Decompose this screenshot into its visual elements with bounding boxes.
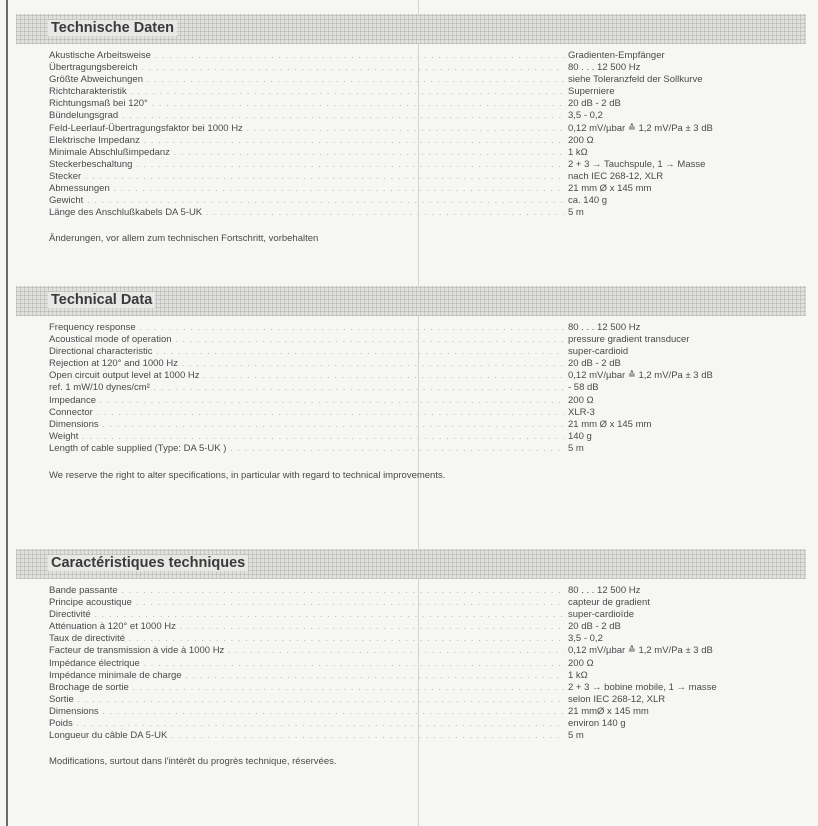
spec-value: 21 mm Ø x 145 mm (568, 418, 652, 430)
spec-value: 5 m (568, 207, 584, 219)
spec-row (16, 62, 816, 74)
spec-label: Directivité . . . (16, 609, 564, 621)
spec-row (16, 718, 816, 730)
spec-label: Bande passante . . . (16, 585, 564, 597)
spec-label: Sortie . . . (16, 694, 564, 706)
section-header-bar (16, 549, 806, 579)
section-title: Technische Daten (48, 20, 177, 36)
spec-value: ca. 140 g (568, 195, 608, 207)
spec-value: capteur de gradient (568, 597, 650, 609)
spec-value: 2 + 3 → Tauchspule, 1 → Masse (568, 158, 706, 170)
spec-row (16, 621, 816, 633)
spec-value: 3,5 - 0,2 (568, 633, 603, 645)
spec-label: Weight . . . (16, 431, 564, 443)
section-note: We reserve the right to alter specifications, in particular with regard to technical improvements. (49, 470, 446, 482)
spec-row (16, 682, 816, 694)
spec-value: 140 g (568, 430, 592, 442)
section-note: Modifications, surtout dans l'intérêt du progrès technique, réservées. (49, 756, 337, 768)
spec-row (16, 74, 816, 86)
spec-row (16, 395, 816, 407)
spec-row (16, 645, 816, 657)
spec-label: Taux de directivité . . . (16, 633, 564, 645)
spec-label: Open circuit output level at 1000 Hz . . . (16, 370, 564, 382)
section-technische-daten (16, 14, 816, 244)
spec-row (16, 382, 816, 394)
spec-value: 5 m (568, 442, 584, 454)
spec-value: 20 dB - 2 dB (568, 98, 621, 110)
spec-value: 21 mm Ø x 145 mm (568, 183, 652, 195)
spec-label: Dimensions . . . (16, 419, 564, 431)
spec-label: Frequency response . . . (16, 322, 564, 334)
spec-value: 1 kΩ (568, 669, 588, 681)
spec-label: ref. 1 mW/10 dynes/cm² . . . (16, 382, 564, 394)
spec-row (16, 159, 816, 171)
spec-value: Superniere (568, 86, 615, 98)
spec-row (16, 658, 816, 670)
spec-row (16, 694, 816, 706)
section-header-bar (16, 286, 806, 316)
spec-label: Übertragungsbereich . . . (16, 62, 564, 74)
spec-value: 0,12 mV/µbar ≙ 1,2 mV/Pa ± 3 dB (568, 122, 713, 134)
spec-value: Gradienten-Empfänger (568, 50, 665, 61)
spec-label: Longueur du câble DA 5-UK . . . (16, 730, 564, 742)
spec-value: 3,5 - 0,2 (568, 110, 603, 122)
section-note: Änderungen, vor allem zum technischen Fortschritt, vorbehalten (49, 233, 319, 245)
spec-row (16, 358, 816, 370)
spec-label: Rejection at 120° and 1000 Hz . . . (16, 358, 564, 370)
spec-row (16, 730, 816, 742)
spec-value: selon IEC 268-12, XLR (568, 693, 666, 705)
spec-label: Principe acoustique . . . (16, 597, 564, 609)
spec-label: Atténuation à 120° et 1000 Hz . . . (16, 621, 564, 633)
spec-value: 21 mmØ x 145 mm (568, 705, 649, 717)
spec-value: 2 + 3 → bobine mobile, 1 → masse (568, 681, 717, 693)
spec-value: nach IEC 268-12, XLR (568, 170, 664, 182)
spec-row (16, 123, 816, 135)
spec-row (16, 50, 816, 62)
spec-row (16, 407, 816, 419)
spec-label: Richtungsmaß bei 120° . . . (16, 98, 564, 110)
spec-value: 20 dB - 2 dB (568, 621, 621, 633)
spec-label: Steckerbeschaltung . . . (16, 159, 564, 171)
spec-value: super-cardioid (568, 346, 629, 358)
spec-value: super-cardioïde (568, 609, 635, 621)
spec-value: siehe Toleranzfeld der Sollkurve (568, 74, 703, 86)
spec-label: Gewicht . . . (16, 195, 564, 207)
spec-row (16, 322, 816, 334)
spec-row (16, 98, 816, 110)
spec-row (16, 706, 816, 718)
spec-row (16, 207, 816, 219)
spec-row (16, 585, 816, 597)
spec-row (16, 370, 816, 382)
spec-value: XLR-3 (568, 406, 595, 418)
spec-label: Elektrische Impedanz . . . (16, 135, 564, 147)
spec-label: Brochage de sortie . . . (16, 682, 564, 694)
spec-value: pressure gradient transducer (568, 334, 690, 346)
spec-label: Poids . . . (16, 718, 564, 730)
spec-label: Minimale Abschlußimpedanz . . . (16, 147, 564, 159)
spec-row (16, 135, 816, 147)
spec-row (16, 597, 816, 609)
spec-value: 80 . . . 12 500 Hz (568, 62, 641, 74)
spec-row (16, 171, 816, 183)
spec-value: 0,12 mV/µbar ≙ 1,2 mV/Pa ± 3 dB (568, 645, 713, 657)
spec-row (16, 443, 816, 455)
spec-value: 80 . . . 12 500 Hz (568, 322, 641, 333)
spec-value: 200 Ω (568, 394, 594, 406)
spec-label: Acoustical mode of operation . . . (16, 334, 564, 346)
spec-row (16, 670, 816, 682)
spec-value: - 58 dB (568, 382, 599, 394)
spec-row (16, 195, 816, 207)
spec-label: Länge des Anschlußkabels DA 5-UK . . . (16, 207, 564, 219)
spec-label: Größte Abweichungen . . . (16, 74, 564, 86)
section-title: Technical Data (48, 292, 155, 308)
spec-value: 200 Ω (568, 134, 594, 146)
spec-row (16, 633, 816, 645)
spec-value: 0,12 mV/µbar ≙ 1,2 mV/Pa ± 3 dB (568, 370, 713, 382)
spec-label: Connector . . . (16, 407, 564, 419)
spec-row (16, 334, 816, 346)
spec-row (16, 346, 816, 358)
section-caracteristiques-techniques (16, 549, 816, 767)
spec-row (16, 147, 816, 159)
spec-value: 20 dB - 2 dB (568, 358, 621, 370)
spec-label: Bündelungsgrad . . . (16, 110, 564, 122)
spec-value: 200 Ω (568, 657, 594, 669)
spec-label: Impédance électrique . . . (16, 658, 564, 670)
spec-label: Impédance minimale de charge . . . (16, 670, 564, 682)
spec-label: Directional characteristic . . . (16, 346, 564, 358)
spec-row (16, 86, 816, 98)
spec-value: 80 . . . 12 500 Hz (568, 585, 641, 596)
spec-label: Feld-Leerlauf-Übertragungsfaktor bei 1000 Hz . . . (16, 123, 564, 135)
spec-table (16, 585, 816, 742)
section-title: Caractéristiques techniques (48, 555, 248, 571)
spec-row (16, 110, 816, 122)
spec-label: Facteur de transmission à vide à 1000 Hz . . . (16, 645, 564, 657)
spec-label: Richtcharakteristik . . . (16, 86, 564, 98)
spec-label: Akustische Arbeitsweise . . . (16, 50, 564, 62)
spec-value: 5 m (568, 730, 584, 742)
section-header-bar (16, 14, 806, 44)
spec-table (16, 50, 816, 219)
spec-table (16, 322, 816, 455)
spec-row (16, 183, 816, 195)
spec-row (16, 431, 816, 443)
spec-label: Impedance . . . (16, 395, 564, 407)
section-technical-data (16, 286, 816, 481)
spec-value: environ 140 g (568, 718, 626, 730)
spec-label: Abmessungen . . . (16, 183, 564, 195)
spec-value: 1 kΩ (568, 146, 588, 158)
spec-row (16, 609, 816, 621)
spec-label: Dimensions . . . (16, 706, 564, 718)
spec-row (16, 419, 816, 431)
spec-label: Length of cable supplied (Type: DA 5-UK ) . . . (16, 443, 564, 455)
page-binding-edge (6, 0, 8, 826)
spec-label: Stecker . . . (16, 171, 564, 183)
